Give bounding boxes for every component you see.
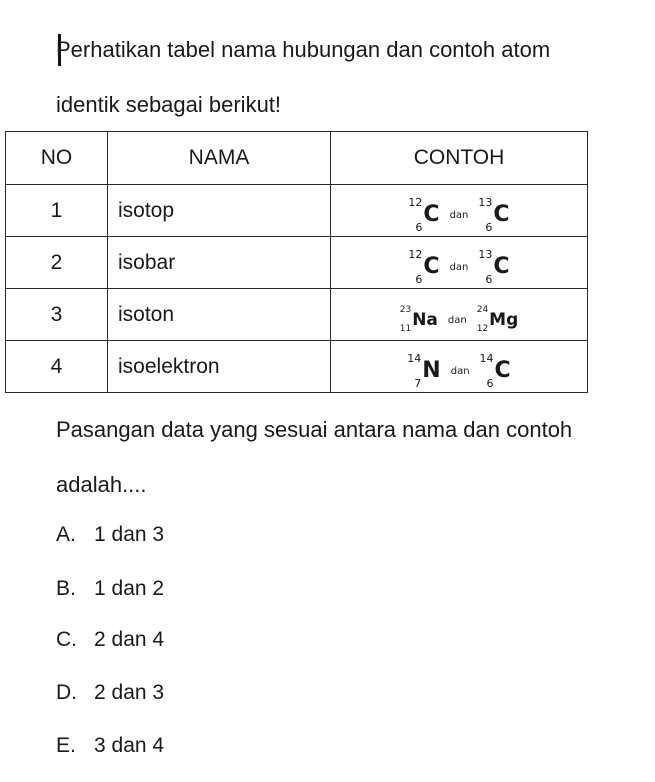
row-no: 1 — [6, 185, 108, 237]
question-line-2: identik sebagai berikut! — [56, 92, 282, 117]
nuclide-b: 14 6 C — [479, 352, 511, 390]
nuclide-b: 13 6 C — [478, 248, 510, 286]
nuclide-pair — [407, 353, 510, 389]
header-contoh: CONTOH — [331, 132, 588, 185]
row-nama: isobar — [118, 250, 176, 274]
option-text: 2 dan 3 — [94, 681, 165, 704]
nuclide-a: 12 6 C — [408, 248, 440, 286]
nuclide-pair — [400, 305, 519, 335]
option-letter: C. — [56, 628, 77, 651]
table-header-row — [6, 132, 588, 185]
option-e[interactable] — [56, 734, 164, 758]
nuclide-a: 12 6 C — [408, 196, 440, 234]
question-line-3: Pasangan data yang sesuai antara nama dan contoh — [56, 417, 573, 442]
conjunction: dan — [450, 365, 470, 377]
option-b[interactable] — [56, 577, 164, 601]
option-letter: A. — [56, 523, 76, 546]
row-no: 4 — [6, 341, 108, 393]
option-text: 2 dan 4 — [94, 628, 165, 651]
row-nama: isotop — [118, 198, 175, 222]
row-nama: isoelektron — [118, 354, 220, 378]
nuclide-pair — [408, 249, 509, 285]
table-row — [6, 289, 588, 341]
nuclide-b: 24 12 Mg — [476, 305, 519, 334]
option-letter: E. — [56, 734, 76, 757]
option-letter: B. — [56, 577, 76, 600]
atom-table — [5, 131, 588, 393]
option-c[interactable] — [56, 628, 164, 652]
nuclide-a: 14 7 N — [407, 352, 441, 390]
table-row — [6, 237, 588, 289]
row-no: 3 — [6, 289, 108, 341]
option-text: 1 dan 3 — [94, 523, 165, 546]
option-letter: D. — [56, 681, 77, 704]
conjunction: dan — [449, 261, 469, 273]
question-line-4: adalah.... — [56, 472, 147, 497]
nuclide-b: 13 6 C — [478, 196, 510, 234]
option-text: 1 dan 2 — [94, 577, 165, 600]
nuclide-pair — [408, 197, 509, 233]
header-nama: NAMA — [108, 132, 331, 185]
option-a[interactable] — [56, 523, 164, 547]
conjunction: dan — [449, 209, 469, 221]
row-nama: isoton — [118, 302, 175, 326]
option-d[interactable] — [56, 681, 164, 705]
nuclide-a: 23 11 Na — [399, 305, 438, 334]
table-row — [6, 341, 588, 393]
conjunction: dan — [447, 314, 467, 326]
table-row — [6, 185, 588, 237]
question-line-1: Perhatikan tabel nama hubungan dan contoh atom — [56, 37, 551, 62]
header-no: NO — [6, 132, 108, 185]
option-text: 3 dan 4 — [94, 734, 165, 757]
row-no: 2 — [6, 237, 108, 289]
